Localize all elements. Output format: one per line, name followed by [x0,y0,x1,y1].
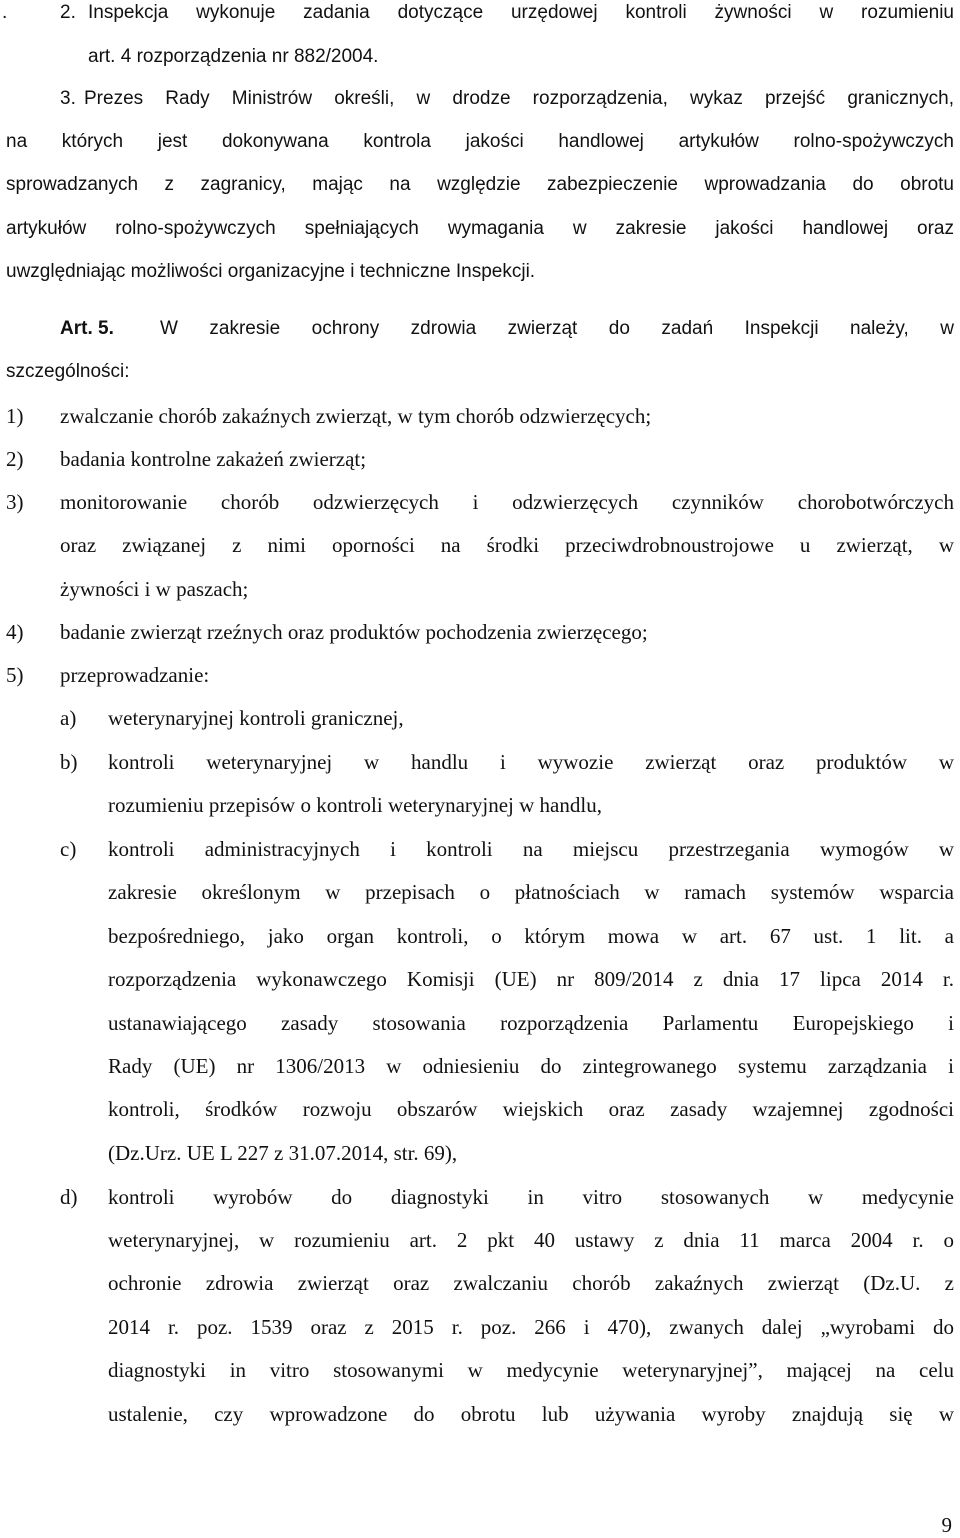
art-5-item-5-number: 5) [6,663,24,687]
subitem-c-line-3: bezpośredniego, jako organ kontroli, o którym mowa w art. 67 ust. 1 lit. a [108,924,954,948]
item-2-number: 2. [60,2,76,23]
subitem-c-line-2: zakresie określonym w przepisach o płatnościach w ramach systemów wsparcia [108,880,954,904]
art-5-item-3-line-3: żywności i w paszach; [60,577,249,601]
subitem-d-letter: d) [60,1185,78,1209]
art-5-item-1-text: zwalczanie chorób zakaźnych zwierząt, w tym chorób odzwierzęcych; [60,404,652,428]
lead-dot: . [2,2,8,23]
art-5-heading: Art. 5. [60,318,114,339]
art-5-item-4-text: badanie zwierząt rzeźnych oraz produktów pochodzenia zwierzęcego; [60,620,648,644]
subitem-c-line-6: Rady (UE) nr 1306/2013 w odniesieniu do zintegrowanego systemu zarządzania i [108,1054,954,1078]
subitem-c-line-5: ustanawiającego zasady stosowania rozporządzenia Parlamentu Europejskiego i [108,1011,954,1035]
page-number: 9 [941,1513,952,1537]
art-5-item-4-number: 4) [6,620,24,644]
subitem-a-letter: a) [60,706,77,730]
item-3-line-2: na których jest dokonywana kontrola jakości handlowej artykułów rolno-spożywczych [6,131,954,152]
subitem-c-letter: c) [60,837,77,861]
art-5-item-3-line-2: oraz związanej z nimi oporności na środki przeciwdrobnoustrojowe u zwierząt, w [60,533,954,557]
subitem-d-line-3: ochronie zdrowia zwierząt oraz zwalczaniu chorób zakaźnych zwierząt (Dz.U. z [108,1271,954,1295]
subitem-c-line-1: kontroli administracyjnych i kontroli na miejscu przestrzegania wymogów w [108,837,954,861]
subitem-b-letter: b) [60,750,78,774]
art-5-item-5-text: przeprowadzanie: [60,663,210,687]
item-3-line-4: artykułów rolno-spożywczych spełniających wymagania w zakresie jakości handlowej oraz [6,218,954,239]
art-5-item-2-number: 2) [6,447,24,471]
art-5-intro-line-2: szczególności: [6,361,130,382]
item-2-line-2: art. 4 rozporządzenia nr 882/2004. [88,46,379,67]
subitem-d-line-1: kontroli wyrobów do diagnostyki in vitro stosowanych w medycynie [108,1185,954,1209]
item-3-line-5: uwzględniając możliwości organizacyjne i techniczne Inspekcji. [6,261,536,282]
subitem-d-line-2: weterynaryjnej, w rozumieniu art. 2 pkt 40 ustawy z dnia 11 marca 2004 r. o [108,1228,954,1252]
art-5-item-3-line-1: monitorowanie chorób odzwierzęcych i odzwierzęcych czynników chorobotwórczych [60,490,954,514]
subitem-c-line-8: (Dz.Urz. UE L 227 z 31.07.2014, str. 69), [108,1141,458,1165]
art-5-intro: W zakresie ochrony zdrowia zwierząt do zadań Inspekcji należy, w [160,318,954,339]
item-3-number: 3. [60,88,76,109]
subitem-d-line-6: ustalenie, czy wprowadzone do obrotu lub używania wyroby znajdują się w [108,1402,954,1426]
subitem-c-line-7: kontroli, środków rozwoju obszarów wiejskich oraz zasady wzajemnej zgodności [108,1097,954,1121]
subitem-b-line-1: kontroli weterynaryjnej w handlu i wywozie zwierząt oraz produktów w [108,750,954,774]
art-5-item-1-number: 1) [6,404,24,428]
item-3-line-3: sprowadzanych z zagranicy, mając na względzie zabezpieczenie wprowadzania do obrotu [6,174,954,195]
item-2-line-1: Inspekcja wykonuje zadania dotyczące urzędowej kontroli żywności w rozumieniu [88,2,954,23]
subitem-d-line-4: 2014 r. poz. 1539 oraz z 2015 r. poz. 266 i 470), zwanych dalej „wyrobami do [108,1315,954,1339]
art-5-item-2-text: badania kontrolne zakażeń zwierząt; [60,447,367,471]
item-3-line-1: Prezes Rady Ministrów określi, w drodze rozporządzenia, wykaz przejść granicznych, [84,88,954,109]
subitem-d-line-5: diagnostyki in vitro stosowanymi w medycynie weterynaryjnej”, mającej na celu [108,1358,954,1382]
art-5-item-3-number: 3) [6,490,24,514]
subitem-b-line-2: rozumieniu przepisów o kontroli weterynaryjnej w handlu, [108,793,602,817]
subitem-a-text: weterynaryjnej kontroli granicznej, [108,706,404,730]
subitem-c-line-4: rozporządzenia wykonawczego Komisji (UE) nr 809/2014 z dnia 17 lipca 2014 r. [108,967,954,991]
